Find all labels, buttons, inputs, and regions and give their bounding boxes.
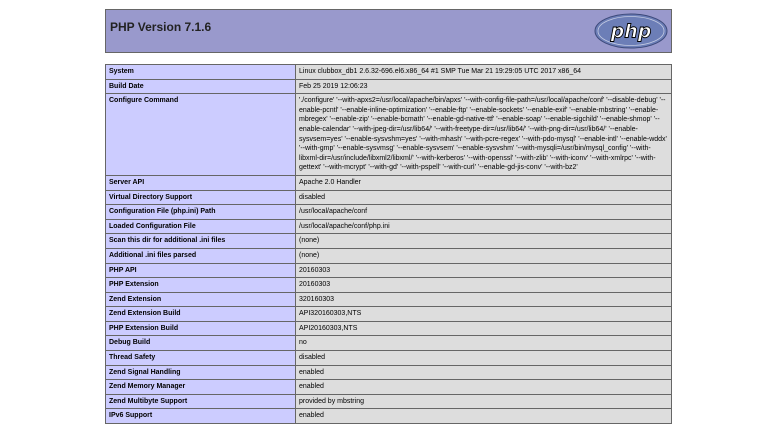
page-title: PHP Version 7.1.6 [110,20,212,34]
table-row [106,205,672,220]
table-row [106,94,672,176]
row-key: System [106,65,296,80]
php-logo-text: php [610,20,652,43]
table-row [106,409,672,424]
row-value: enabled [296,409,672,424]
row-value: 20160303 [296,278,672,293]
php-version-header [105,9,672,53]
info-table-body [106,65,672,424]
table-row [106,175,672,190]
table-row [106,321,672,336]
row-key: Configure Command [106,94,296,176]
row-key: Zend Memory Manager [106,380,296,395]
row-value: Linux clubbox_db1 2.6.32-696.el6.x86_64 #1 SMP Tue Mar 21 19:29:05 UTC 2017 x86_64 [296,65,672,80]
row-value: no [296,336,672,351]
row-value: /usr/local/apache/conf [296,205,672,220]
row-value: 320160303 [296,292,672,307]
row-value: Feb 25 2019 12:06:23 [296,79,672,94]
table-row [106,263,672,278]
row-key: Additional .ini files parsed [106,248,296,263]
row-key: PHP API [106,263,296,278]
phpinfo-container [105,9,672,424]
info-table [105,64,672,424]
row-value: 20160303 [296,263,672,278]
row-value: disabled [296,190,672,205]
row-key: Scan this dir for additional .ini files [106,234,296,249]
table-row [106,278,672,293]
table-row [106,219,672,234]
table-row [106,351,672,366]
row-value: (none) [296,248,672,263]
row-value: provided by mbstring [296,394,672,409]
table-row [106,380,672,395]
row-value: /usr/local/apache/conf/php.ini [296,219,672,234]
table-row [106,248,672,263]
row-key: PHP Extension [106,278,296,293]
row-value: API20160303,NTS [296,321,672,336]
row-value: './configure' '--with-apxs2=/usr/local/apache/bin/apxs' '--with-config-file-path=/usr/local/apache/conf' '--disable-debug' '--enable-pcntl' '--enable-inline-optimization' '--enable-ftp' '--enable-sockets' '--enable-exif' '--enable-mbstring' '--enable-mbregex' '--enable-zip' '--enable-bcmath' '--enable-gd-native-ttf' '--enable-soap' '--enable-sigchild' '--enable-shmop' '--enable-calendar' '--with-jpeg-dir=/usr/lib64/' '--with-freetype-dir=/usr/lib64/' '--with-png-dir=/usr/lib64/' '--enable-sysvsem=yes' '--enable-sysvshm=yes' '--with-mhash' '--with-pcre-regex' '--with-pdo-mysql' '--enable-intl' '--enable-wddx' '--with-gmp' '--enable-sysvmsg' '--enable-sysvsem' '--enable-sysvshm' '--with-mysqli=/usr/bin/mysql_config' '--with-libxml-dir=/usr/include/libxml2/libxml/' '--with-kerberos' '--with-openssl' '--with-zlib' '--with-iconv' '--with-xmlrpc' '--with-gettext' '--with-mcrypt' '--with-gd' '--with-pspell' '--with-curl' '--enable-gd-jis-conv' '--with-bz2' [296,94,672,176]
table-row [106,394,672,409]
table-row [106,365,672,380]
row-key: Configuration File (php.ini) Path [106,205,296,220]
row-value: disabled [296,351,672,366]
row-key: Loaded Configuration File [106,219,296,234]
table-row [106,336,672,351]
table-row [106,234,672,249]
row-value: enabled [296,380,672,395]
row-key: Thread Safety [106,351,296,366]
row-value: enabled [296,365,672,380]
row-value: API320160303,NTS [296,307,672,322]
row-key: Server API [106,175,296,190]
table-row [106,292,672,307]
row-value: (none) [296,234,672,249]
table-row [106,65,672,80]
table-row [106,190,672,205]
row-key: Zend Signal Handling [106,365,296,380]
php-logo-icon [594,13,668,49]
table-row [106,79,672,94]
row-key: Debug Build [106,336,296,351]
table-row [106,307,672,322]
row-key: Virtual Directory Support [106,190,296,205]
row-value: Apache 2.0 Handler [296,175,672,190]
row-key: Zend Multibyte Support [106,394,296,409]
row-key: IPv6 Support [106,409,296,424]
row-key: Build Date [106,79,296,94]
row-key: PHP Extension Build [106,321,296,336]
row-key: Zend Extension Build [106,307,296,322]
row-key: Zend Extension [106,292,296,307]
